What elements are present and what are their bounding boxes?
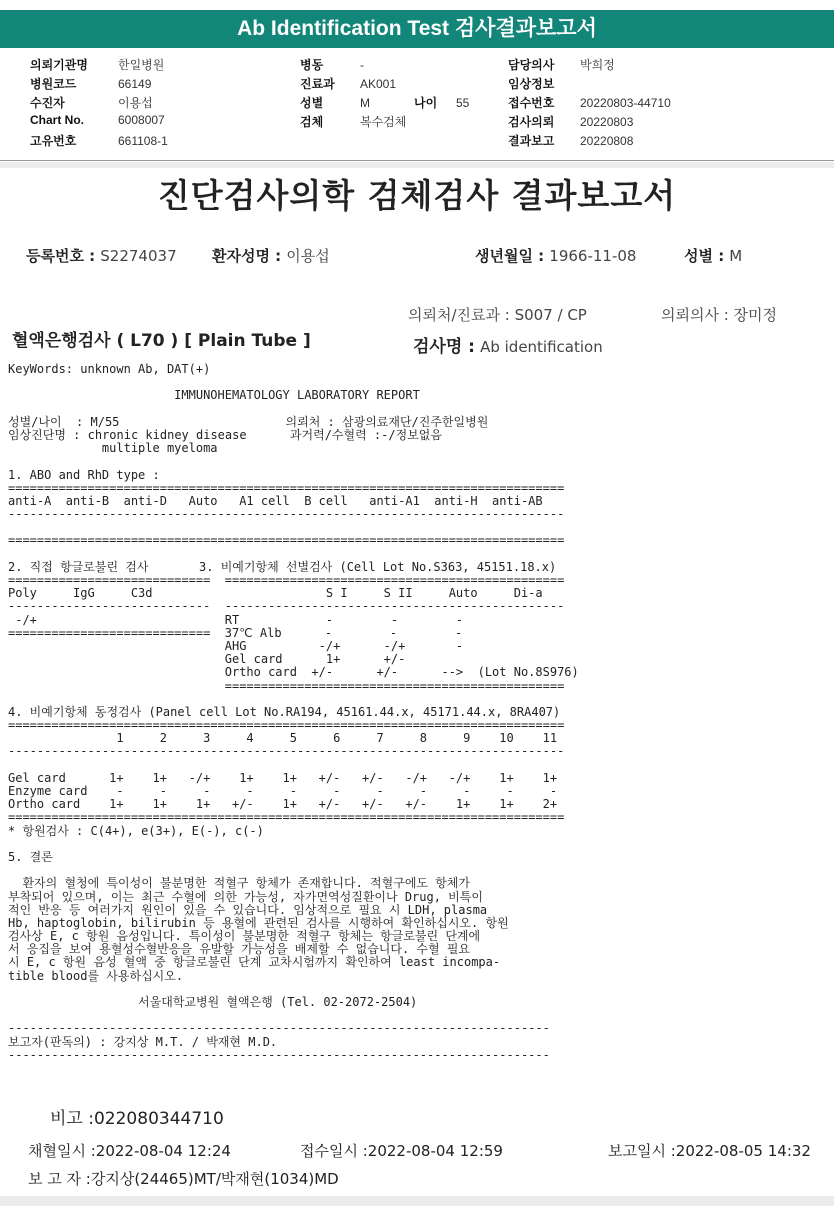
- request-date-value: 20220803: [580, 115, 634, 129]
- collection-value: 2022-08-04 12:24: [95, 1142, 231, 1160]
- report-line: 4. 비예기항체 동정검사 (Panel cell Lot No.RA194, 45161.44.x, 45171.44.x, 8RA407): [8, 704, 561, 719]
- hospital-code-value: 66149: [118, 77, 152, 91]
- hospital-code-label: 병원코드: [30, 77, 77, 91]
- sex-value: M: [360, 96, 370, 110]
- report-line: =============================================================================: [8, 718, 565, 733]
- doctor-label: 담당의사: [508, 58, 555, 72]
- date-of-birth: [475, 245, 636, 266]
- patient-name-value: 이용섭: [286, 247, 330, 265]
- report-line: Poly IgG C3d S I S II Auto Di-a: [8, 586, 543, 601]
- report-line: 5. 결론: [8, 849, 53, 864]
- report-line: AHG -/+ -/+ -: [8, 638, 464, 653]
- report-date-value: 20220808: [580, 134, 634, 148]
- report-line: [8, 548, 579, 561]
- report-line: =============================================================================: [8, 810, 565, 825]
- report-line: -----------------------------------------------------------------------------: [8, 507, 565, 522]
- receipt-time: [300, 1140, 503, 1161]
- reporter-label: 보 고 자 :: [28, 1170, 91, 1188]
- report-title: 진단검사의학 검체검사 결과보고서: [157, 176, 677, 215]
- report-line: [8, 455, 579, 468]
- report-line: 보고자(판독의) : 강지상 M.T. / 박재현 M.D.: [8, 1034, 278, 1049]
- report-line: Ortho card 1+ 1+ 1+ +/- 1+ +/- +/- +/- 1+ 1+ 2+: [8, 797, 558, 812]
- report-line: 서 응집을 보여 용혈성수혈반응을 유발할 가능성을 배제할 수 없습니다. 수혈 필요: [8, 942, 471, 957]
- registration-number: [26, 245, 177, 266]
- reporter: [28, 1168, 339, 1189]
- remark: [50, 1104, 224, 1129]
- report-line: Hb, haptoglobin, bilirubin 등 용혈에 관련된 검사를 시행하여 확인하십시오. 항원: [8, 915, 509, 930]
- chart-no-value: 6008007: [118, 113, 165, 127]
- specimen-label: 검체: [300, 115, 324, 129]
- header-gray-bar: [0, 162, 834, 168]
- sex-label: 성별: [300, 96, 324, 110]
- report-time-value: 2022-08-05 14:32: [675, 1142, 811, 1160]
- receipt-label: 접수일시 :: [300, 1142, 368, 1160]
- report-line: KeyWords: unknown Ab, DAT(+): [8, 362, 211, 376]
- age-label: 나이: [414, 96, 438, 110]
- report-line: [8, 759, 579, 772]
- report-line: IMMUNOHEMATOLOGY LABORATORY REPORT: [8, 388, 420, 403]
- referral-doctor: 의뢰의사 : 장미정: [661, 306, 778, 324]
- remark-value: 022080344710: [93, 1109, 224, 1129]
- patient-sex-label: 성별 :: [684, 247, 725, 265]
- report-line: anti-A anti-B anti-D Auto A1 cell B cell anti-A1 anti-H anti-AB: [8, 493, 543, 508]
- doctor-value: 박희정: [580, 58, 615, 72]
- report-time-label: 보고일시 :: [608, 1142, 676, 1160]
- report-line: 1 2 3 4 5 6 7 8 9 10 11: [8, 731, 558, 746]
- section-title: 혈액은행검사 ( L70 ) [ Plain Tube ]: [12, 331, 311, 351]
- registration-value: S2274037: [100, 247, 177, 265]
- lab-report-body: [8, 363, 579, 1062]
- ward-label: 병동: [300, 58, 324, 72]
- report-line: 임상진단명 : chronic kidney disease 과거력/수혈력 :-/정보없음: [8, 427, 442, 442]
- report-line: ---------------------------------------------------------------------------: [8, 1021, 550, 1036]
- report-line: 1. ABO and RhD type :: [8, 467, 160, 482]
- report-line: 환자의 혈청에 특이성이 불분명한 적혈구 항체가 존재합니다. 적혈구에도 항체가: [8, 876, 471, 891]
- report-line: ============================ 37℃ Alb - - -: [8, 625, 463, 640]
- header-divider: [0, 160, 834, 161]
- reporter-value: 강지상(24465)MT/박재현(1034)MD: [90, 1170, 339, 1188]
- patient-label: 수진자: [30, 96, 65, 110]
- clinical-info-label: 임상정보: [508, 77, 555, 91]
- dept-label: 진료과: [300, 77, 335, 91]
- hospital-value: 한일병원: [118, 58, 165, 72]
- ward-value: -: [360, 58, 364, 72]
- chart-no-label: Chart No.: [30, 113, 84, 127]
- report-line: ---------------------------------------------------------------------------: [8, 1047, 550, 1062]
- test-name: [413, 332, 603, 357]
- report-line: [8, 693, 579, 706]
- receipt-no-value: 20220803-44710: [580, 96, 671, 110]
- patient-sex-value: M: [729, 247, 743, 265]
- report-line: -/+ RT - - -: [8, 612, 464, 627]
- report-line: [8, 838, 579, 851]
- patient-sex: [684, 245, 742, 266]
- report-line: [8, 403, 579, 416]
- report-line: ============================ ===============================================: [8, 573, 565, 587]
- age-value: 55: [456, 96, 470, 110]
- patient-name: [212, 245, 330, 266]
- dob-label: 생년월일 :: [475, 247, 545, 265]
- patient-value: 이용섭: [118, 96, 153, 110]
- collection-label: 채혈일시 :: [28, 1142, 96, 1160]
- report-line: -----------------------------------------------------------------------------: [8, 744, 565, 759]
- footer-gray-bar: [0, 1196, 834, 1206]
- receipt-no-label: 접수번호: [508, 96, 555, 110]
- patient-name-label: 환자성명 :: [212, 247, 282, 265]
- request-date-label: 검사의뢰: [508, 115, 555, 129]
- report-line: ===============================================: [8, 678, 565, 693]
- report-line: 검사상 E, c 항원 음성입니다. 특이성이 불분명한 적혈구 항체는 항글로불린 단계에: [8, 929, 481, 944]
- dept-value: AK001: [360, 77, 397, 91]
- report-date-label: 결과보고: [508, 134, 555, 148]
- dob-value: 1966-11-08: [549, 247, 637, 265]
- header-col2: [300, 56, 469, 132]
- report-line: =============================================================================: [8, 480, 565, 495]
- report-line: Gel card 1+ 1+ -/+ 1+ 1+ +/- +/- -/+ -/+ 1+ 1+: [8, 770, 558, 785]
- receipt-value: 2022-08-04 12:59: [367, 1142, 503, 1160]
- hospital-label: 의뢰기관명: [30, 58, 88, 72]
- report-line: 성별/나이 : M/55 의뢰처 : 삼광의료재단/진주한일병원: [8, 414, 489, 429]
- referral-dept: 의뢰처/진료과 : S007 / CP: [408, 306, 587, 324]
- unique-no-label: 고유번호: [30, 134, 77, 148]
- report-line: 서울대학교병원 혈액은행 (Tel. 02-2072-2504): [8, 995, 418, 1009]
- report-time: [608, 1140, 811, 1161]
- report-line: tible blood를 사용하십시오.: [8, 968, 184, 983]
- report-line: 2. 직접 항글로불린 검사 3. 비예기항체 선별검사 (Cell Lot No.S363, 45151.18.x): [8, 559, 557, 574]
- report-line: 시 E, c 항원 음성 혈액 중 항글로불린 단계 교차시험까지 확인하여 least incompa-: [8, 955, 501, 970]
- header-col1: [30, 56, 168, 151]
- report-line: Ortho card +/- +/- --> (Lot No.8S976): [8, 665, 579, 680]
- report-line: ---------------------------- -----------------------------------------------: [8, 599, 565, 614]
- test-name-value: Ab identification: [480, 338, 603, 356]
- registration-label: 등록번호 :: [26, 247, 96, 265]
- remark-label: 비고 :: [50, 1109, 94, 1129]
- report-line: multiple myeloma: [8, 441, 218, 456]
- report-line: 적인 반응 등 여러가지 원인이 있을 수 있습니다. 임상적으로 필요 시 LDH, plasma: [8, 902, 488, 917]
- report-line: * 항원검사 : C(4+), e(3+), E(-), c(-): [8, 823, 264, 838]
- specimen-value: 복수검체: [360, 115, 407, 129]
- banner-title: Ab Identification Test 검사결과보고서: [0, 10, 834, 48]
- test-name-label: 검사명 :: [413, 337, 475, 357]
- report-line: Gel card 1+ +/-: [8, 652, 406, 667]
- collection-time: [28, 1140, 231, 1161]
- header-col3: [508, 56, 671, 151]
- report-line: =============================================================================: [8, 533, 565, 548]
- report-line: 부착되어 있으며, 이는 최근 수혈에 의한 가능성, 자가면역성질환이나 Drug, 비특이: [8, 889, 483, 904]
- report-line: Enzyme card - - - - - - - - - - -: [8, 784, 558, 798]
- unique-no-value: 661108-1: [118, 134, 168, 148]
